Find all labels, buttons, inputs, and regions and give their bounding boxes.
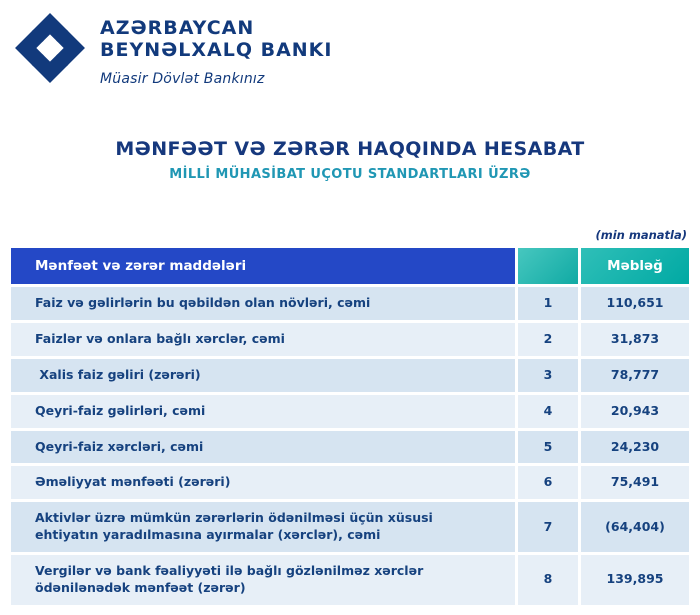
table-row [11, 555, 689, 605]
col-header-amount: Məbləğ [581, 248, 689, 284]
table-header-row [11, 248, 689, 284]
row-amount-cell: 139,895 [581, 555, 689, 605]
row-amount-cell: 20,943 [581, 395, 689, 428]
report-subtitle: MİLLİ MÜHASİBAT UÇOTU STANDARTLARI ÜZRƏ [169, 167, 531, 182]
row-label-cell: Faiz və gəlirlərin bu qəbildən olan növləri, cəmi [11, 287, 515, 320]
row-label-cell: Vergilər və bank fəaliyyəti ilə bağlı gözlənilməz xərclər ödənilənədək mənfəət (zərər) [11, 555, 515, 605]
row-amount-cell: 24,230 [581, 431, 689, 464]
row-number-cell: 8 [518, 555, 578, 605]
bank-logo-knot-icon [12, 10, 88, 90]
row-number-cell: 3 [518, 359, 578, 392]
col-header-items: Mənfəət və zərər maddələri [11, 248, 515, 284]
table-row [11, 359, 689, 392]
row-label-cell: Xalis faiz gəliri (zərəri) [11, 359, 515, 392]
bank-name-block [100, 10, 332, 87]
row-amount-cell: (64,404) [581, 502, 689, 552]
bank-tagline: Müasir Dövlət Bankınız [100, 70, 265, 87]
row-label-cell: Qeyri-faiz gəlirləri, cəmi [11, 395, 515, 428]
unit-note: (min manatla) [595, 228, 687, 242]
col-header-number [518, 248, 578, 284]
row-number-cell: 4 [518, 395, 578, 428]
row-label-cell: Əməliyyat mənfəəti (zərəri) [11, 466, 515, 499]
row-label-cell: Faizlər və onlara bağlı xərclər, cəmi [11, 323, 515, 356]
table-row [11, 395, 689, 428]
row-number-cell: 1 [518, 287, 578, 320]
report-title: MƏNFƏƏT VƏ ZƏRƏR HAQQINDA HESABAT [115, 138, 585, 160]
table-row [11, 287, 689, 320]
bank-header [0, 0, 700, 90]
table-row [11, 466, 689, 499]
report-body [0, 138, 700, 608]
row-amount-cell: 110,651 [581, 287, 689, 320]
row-amount-cell: 75,491 [581, 466, 689, 499]
row-number-cell: 6 [518, 466, 578, 499]
row-label-cell: Qeyri-faiz xərcləri, cəmi [11, 431, 515, 464]
row-number-cell: 2 [518, 323, 578, 356]
table-row [11, 431, 689, 464]
row-number-cell: 5 [518, 431, 578, 464]
row-number-cell: 7 [518, 502, 578, 552]
row-amount-cell: 31,873 [581, 323, 689, 356]
table-row [11, 502, 689, 552]
table-row [11, 323, 689, 356]
profit-loss-table [8, 245, 692, 608]
row-amount-cell: 78,777 [581, 359, 689, 392]
bank-name-line1: AZƏRBAYCAN [100, 17, 255, 39]
row-label-cell: Aktivlər üzrə mümkün zərərlərin ödənilməsi üçün xüsusi ehtiyatın yaradılmasına ayırmalar (xərclər), cəmi [11, 502, 515, 552]
bank-name-line2: BEYNƏLXALQ BANKI [100, 39, 333, 62]
